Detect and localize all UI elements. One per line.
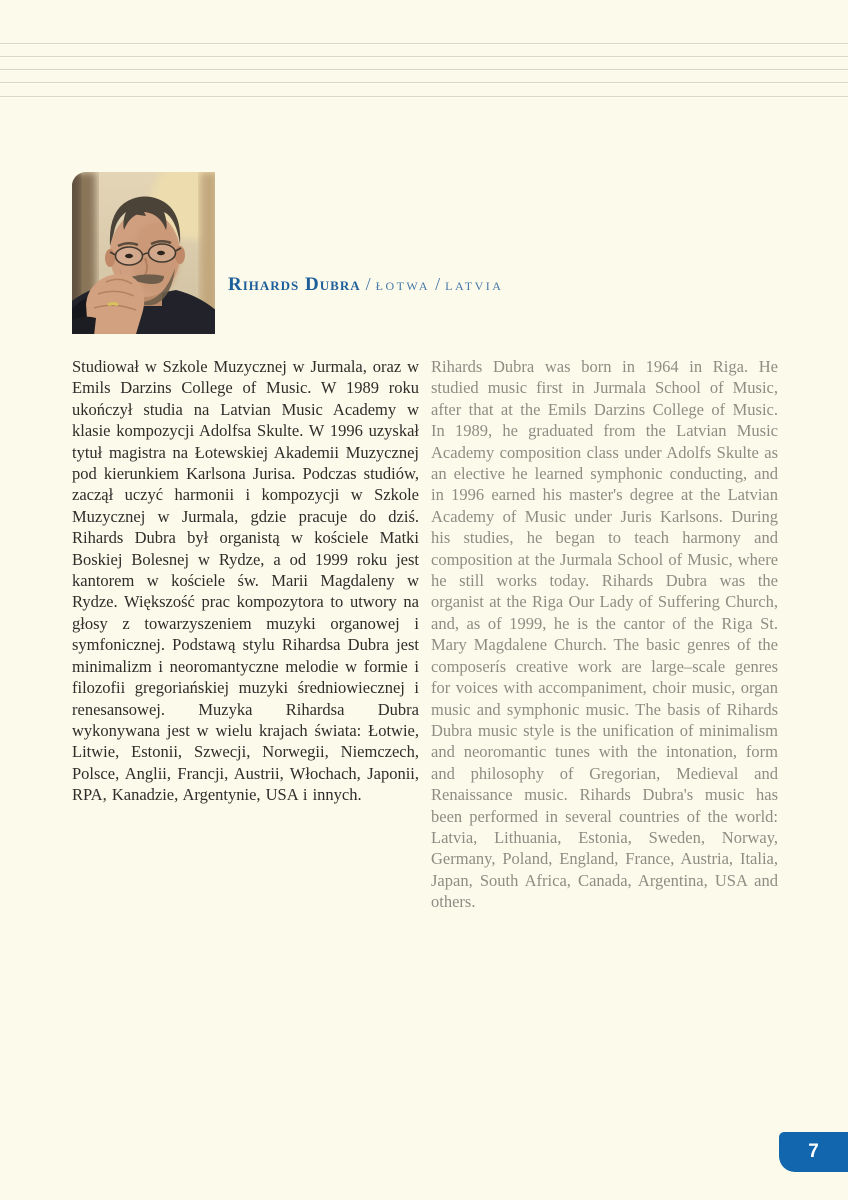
staff-line	[0, 56, 848, 57]
country-label-pl: łotwa	[375, 275, 431, 294]
portrait-photo	[72, 172, 215, 334]
composer-name: Rihards Dubra	[228, 274, 361, 295]
staff-line	[0, 96, 848, 97]
page-number-badge	[779, 1132, 848, 1172]
title-separator: /	[435, 274, 441, 294]
staff-line	[0, 82, 848, 83]
page-number: 7	[808, 1141, 819, 1162]
portrait-illustration	[72, 172, 215, 334]
staff-line	[0, 43, 848, 44]
staff-lines-decoration	[0, 0, 848, 110]
bio-english: Rihards Dubra was born in 1964 in Riga. He studied music first in Jurmala School of Music, after that at the Emils Darzins College of Music. In 1989, he graduated from the Latvian Music Academy composition class under Adolfs Skulte as an elective he learned symphonic conducting, and in 1996 earned his master's degree at the Latvian Academy of Music under Juris Karlsons. During his studies, he began to teach harmony and composition at the Jurmala School of Music, where he still works today. Rihards Dubra was the organist at the Riga Our Lady of Suffering Church, and, as of 1999, he is the cantor of the Riga St. Mary Magdalene Church. The basic genres of the composerís creative work are large–scale genres for voices with accompaniment, choir music, organ music and symphonic music. The basis of Rihards Dubra music style is the unification of minimalism and neoromantic tunes with the intonation, form and philosophy of Gregorian, Medieval and Renaissance music. Rihards Dubra's music has been performed in several countries of the world: Latvia, Lithuania, Estonia, Sweden, Norway, Germany, Poland, England, France, Austria, Italia, Japan, South Africa, Canada, Argentina, USA and others.	[431, 357, 779, 912]
composer-title	[228, 274, 503, 296]
bio-polish: Studiował w Szkole Muzycznej w Jurmala, oraz w Emils Darzins College of Music. W 1989 roku ukończył studia na Latvian Music Academy w klasie kompozycji Adolfsa Skulte. W 1996 uzyskał tytuł magistra na Łotewskiej Akademii Muzycznej pod kierunkiem Karlsona Jurisa. Podczas studiów, zaczął uczyć harmonii i kompozycji w Szkole Muzycznej w Jurmala, gdzie pracuje do dziś. Rihards Dubra był organistą w kościele Matki Boskiej Bolesnej w Rydze, a od 1999 roku jest kantorem w kościele św. Marii Magdaleny w Rydze. Większość prac kompozytora to utwory na głosy z towarzyszeniem muzyki organowej i symfonicznej. Podstawą stylu Rihardsa Dubra jest minimalizm i neoromantyczne melodie w formie i filozofii gregoriańskiej muzyki średniowiecznej i renesansowej. Muzyka Rihardsa Dubra wykonywana jest w wielu krajach świata: Łotwie, Litwie, Estonii, Szwecji, Norwegii, Niemczech, Polsce, Anglii, Francji, Austrii, Włochach, Japonii, RPA, Kanadzie, Argentynie, USA i innych.	[72, 357, 419, 805]
staff-line	[0, 69, 848, 70]
biography-columns	[72, 356, 778, 913]
title-separator: /	[365, 274, 371, 294]
country-label-en: latvia	[445, 275, 504, 294]
